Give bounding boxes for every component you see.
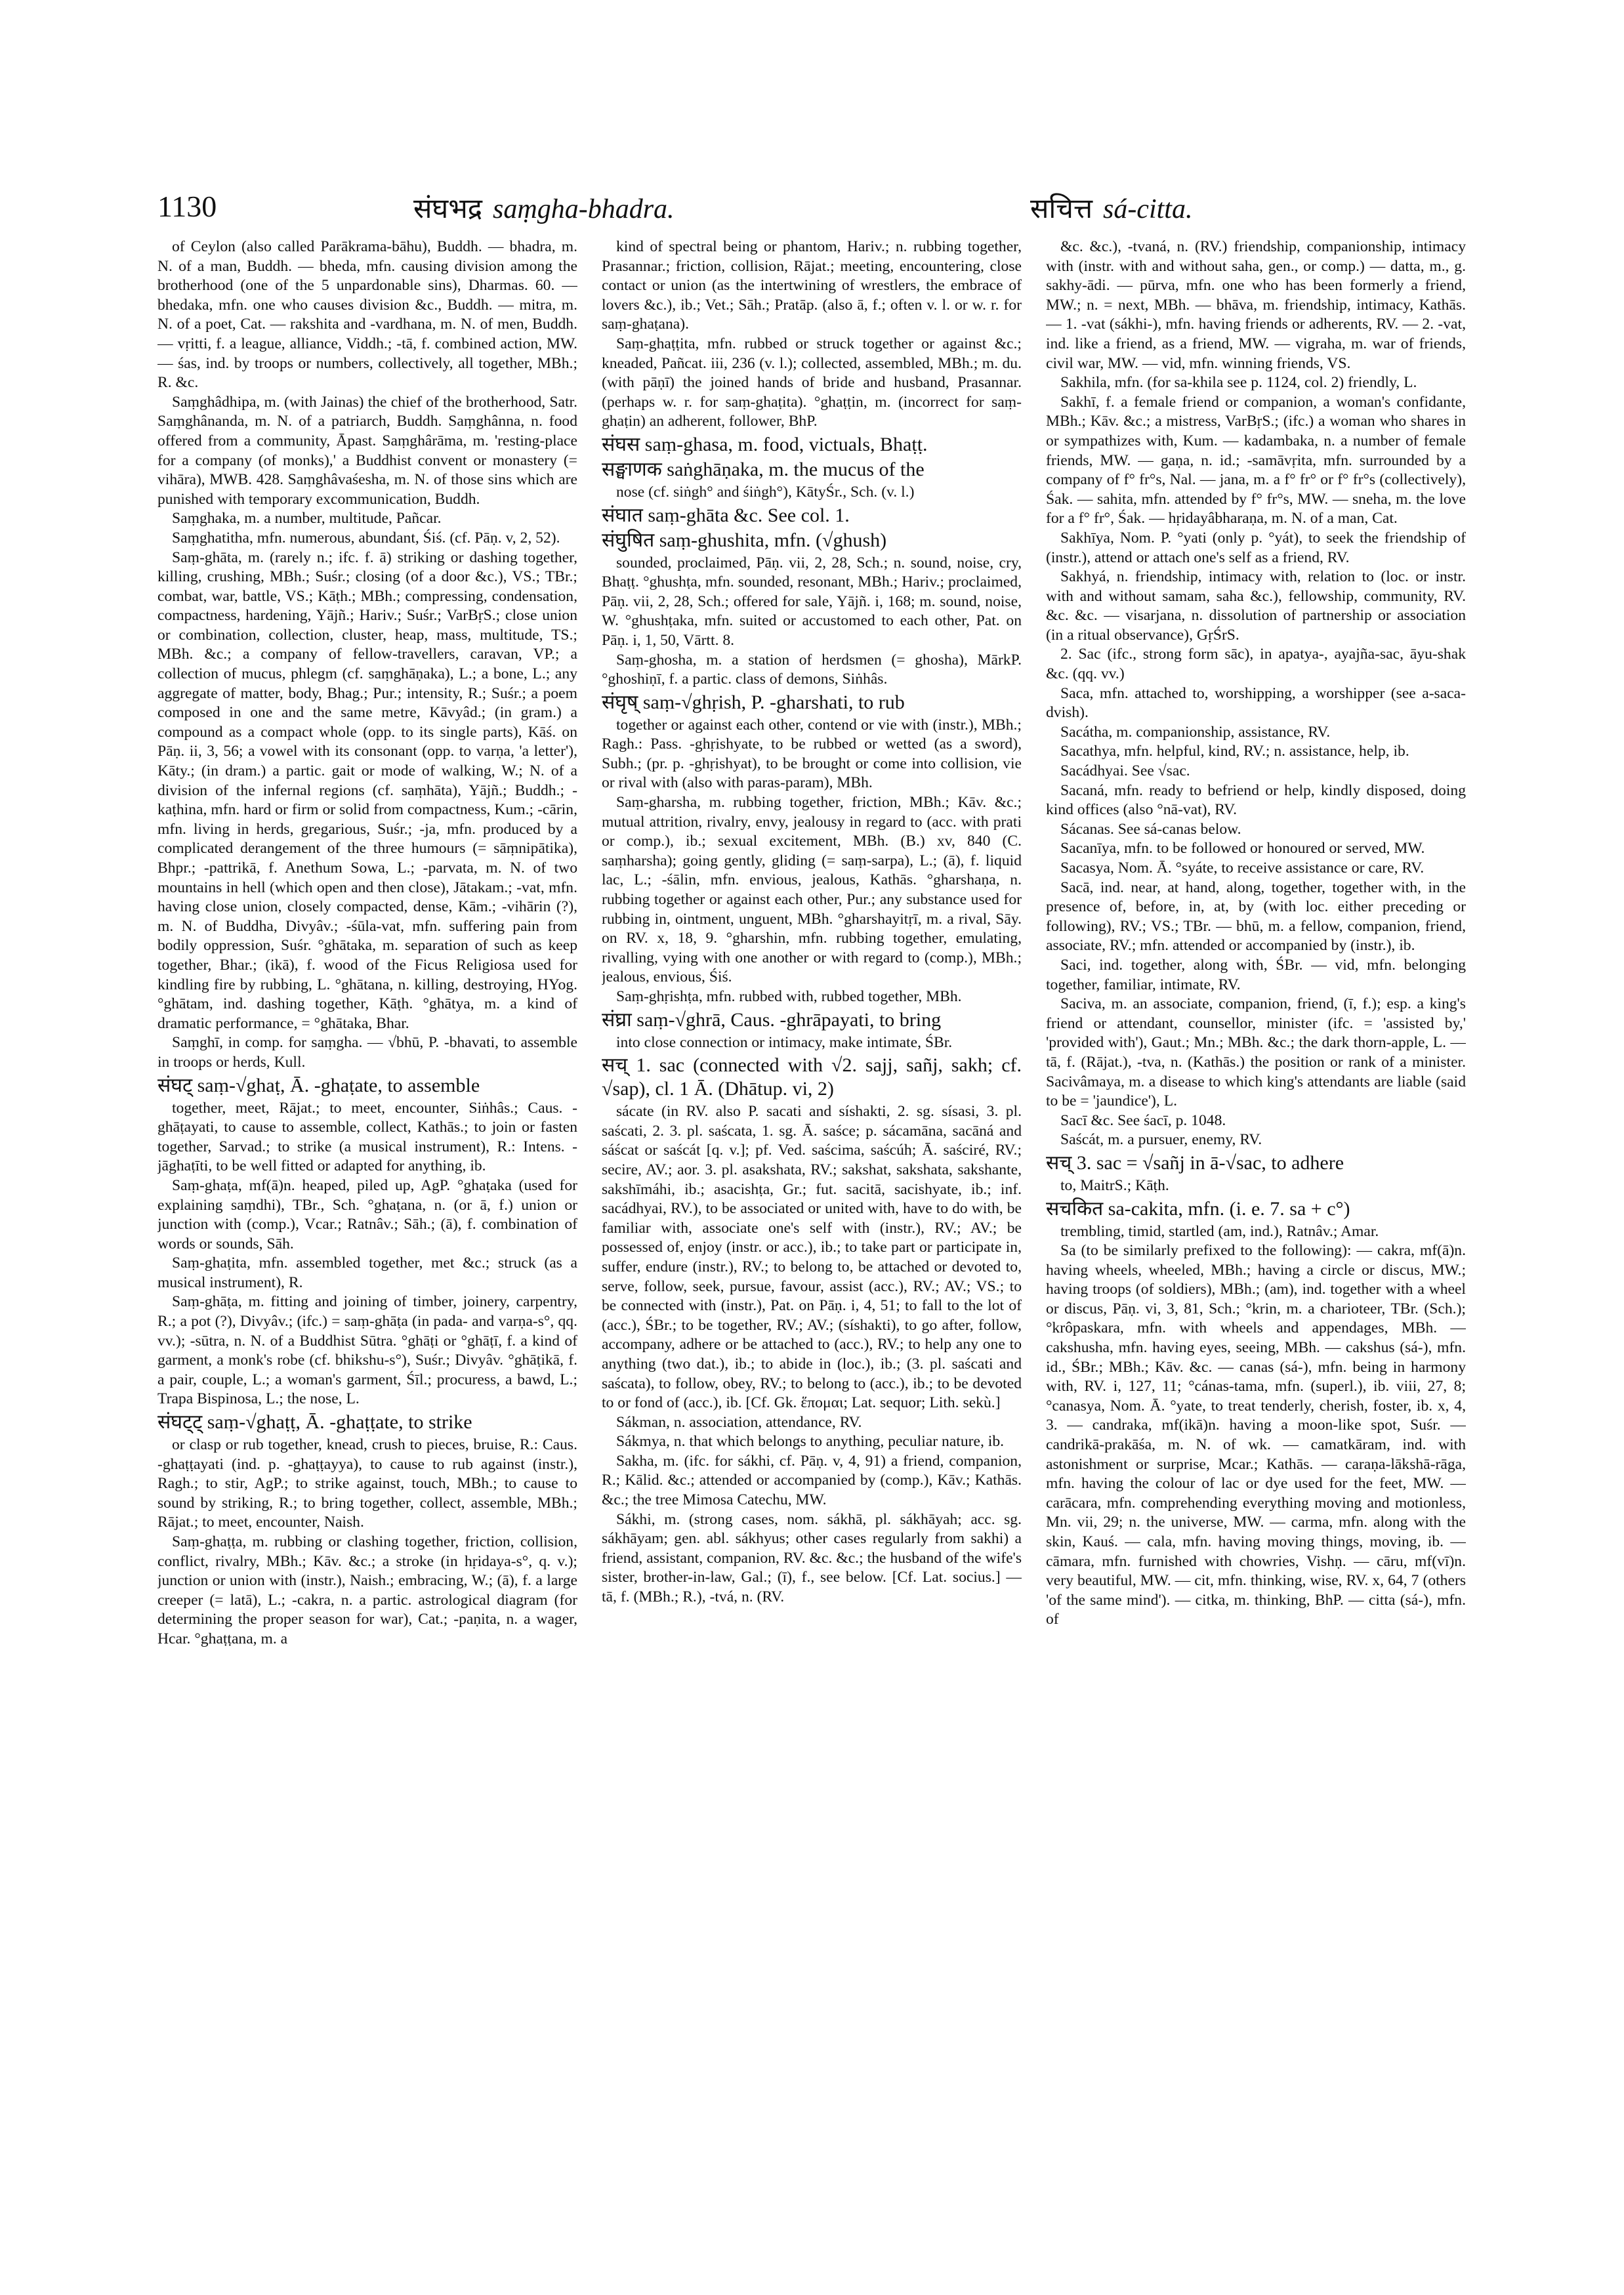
dictionary-entry: or clasp or rub together, knead, crush to pieces, bruise, R.: Caus. -ghaṭṭayati (ind. p. -ghaṭṭayya), to cause to rub against (instr.), Ragh.; to stir, AgP.; to strike against, touch, MBh.; to cause to sound by striking, R.; to bring together, collect, assemble, MBh.; Rājat.; to meet, encounter, Naish. [157,1436,577,1531]
dictionary-entry: Saṃghâdhipa, m. (with Jainas) the chief of the brotherhood, Satr. Saṃghânanda, m. N. of a patriarch, Buddh. Saṃghânna, n. food offered from a community, Āpast. Saṃghârāma, m. 'resting-place for a company (of monks),' a Buddhist convent or monastery (= vihāra), MWB. 428. Saṃghâvaśesha, m. N. of those sins which are punished with temporary excommunication, Buddh. [157,393,577,508]
dictionary-entry: Sacā, ind. near, at hand, along, together, together with, in the presence of, before, in, at, by (with loc. either preceding or following), RV.; VS.; TBr. — bhū, m. a fellow, companion, friend, associate, RV.; mfn. attended or accompanied by (instr.), ib. [1046,879,1466,955]
dictionary-entry: संघट् saṃ-√ghaṭ, Ā. -ghaṭate, to assemble [157,1074,480,1096]
dictionary-entry: सचकित sa-cakita, mfn. (i. e. 7. sa + c°) [1046,1197,1350,1220]
dictionary-entry: Saciva, m. an associate, companion, friend, (ī, f.); esp. a king's friend or attendant, counsellor, minister (ifc. = 'assisted by,' 'provided with'), Gaut.; Mn.; MBh. &c.; the dark thorn-apple, L. — tā, f. (Rājat.), -tva, n. (Kathās.) the position or rank of a minister. Sacivâmaya, m. a disease to which king's attendants are liable (said to be = 'jaundice'), L. [1046,995,1466,1110]
dictionary-entry: Saṃ-gharsha, m. rubbing together, friction, MBh.; Kāv. &c.; mutual attrition, rivalry, envy, jealousy in regard to (acc. with prati or comp.), ib.; sexual excitement, MBh. (B.) xv, 840 (C. saṃharsha); going gently, gliding (= saṃ-sarpa), L.; (ā), f. liquid lac, L.; -śālin, mfn. envious, jealous, Kathās. °gharshaṇa, n. rubbing together or against each other, Pur.; any substance used for rubbing in, ointment, unguent, MBh. °gharshayitṛī, m. a rival, Sāy. on RV. x, 18, 9. °gharshin, mfn. rubbing together, emulating, rivalling, vying with one another or with regard to (comp.), MBh.; jealous, envious, Śiś. [602,794,1022,986]
dictionary-entry: Sákhi, m. (strong cases, nom. sákhā, pl. sákhāyah; acc. sg. sákhāyam; gen. abl. sákhyus; other cases regularly from sakhi) a friend, assistant, companion, RV. &c. &c.; the husband of the wife's sister, brother-in-law, Gal.; (ī), f., see below. [Cf. Lat. socius.] — tā, f. (MBh.; R.), -tvá, n. (RV. [602,1510,1022,1606]
dictionary-entry: Saṃ-ghaṭita, mfn. assembled together, met &c.; struck (as a musical instrument), R. [157,1254,577,1291]
dictionary-entry: Sacátha, m. companionship, assistance, RV. [1060,723,1331,741]
dictionary-entry: Sakhī, f. a female friend or companion, a woman's confidante, MBh.; Kāv. &c.; a mistress, VarBṛS.; (ifc.) a woman who shares in or sympathizes with, Kum. — kadambaka, n. a number of female friends, MW. — gaṇa, n. id.; -samāvṛita, mfn. surrounded by a company of f° fr°s, Nal. — jana, m. a f° fr° or f° fr°s (collectively), Śak. — sahita, mfn. attended by f° fr°s, MW. — sneha, m. the love for a f° fr°, Śak. — hṛidayâbharaṇa, m. N. of a man, Cat. [1046,393,1466,527]
column-2 [602,238,1022,2245]
dictionary-entry: Sacathya, mfn. helpful, kind, RV.; n. assistance, help, ib. [1060,743,1409,760]
column-3 [1046,238,1466,2245]
page-header [157,189,1463,228]
right-running-headword [1030,189,1192,226]
dictionary-entry: Sakhyá, n. friendship, intimacy with, relation to (loc. or instr. with and without samam, saha &c.), fellowship, community, RV. &c. &c. — visarjana, n. dissolution of partnership or association (in a ritual observance), GṛŚrS. [1046,568,1466,644]
dictionary-entry: सच् 1. sac (connected with √2. sajj, sañj, sakh; cf. √sap), cl. 1 Ā. (Dhātup. vi, 2) [602,1054,1022,1100]
dictionary-entry: Sacasya, Nom. Ā. °syáte, to receive assistance or care, RV. [1060,859,1425,877]
dictionary-entry: संघृष् saṃ-√ghṛish, P. -gharshati, to rub [602,691,905,713]
dictionary-entry: Sákman, n. association, attendance, RV. [616,1413,862,1431]
dictionary-entry: Saṃ-ghāta, m. (rarely n.; ifc. f. ā) striking or dashing together, killing, crushing, MBh.; Suśr.; closing (of a door &c.), VS.; TBr.; combat, war, battle, VS.; Kāṭh.; MBh.; compressing, condensation, compactness, hardening, Yājñ.; Hariv.; Suśr.; VarBṛS.; close union or combination, collection, cluster, heap, mass, multitude, TS.; MBh. &c.; a company of fellow-travellers, caravan, VP.; a collection of mucus, phlegm (cf. saṃghāṇaka), L.; a bone, L.; any aggregate of matter, body, Bhag.; Pur.; intensity, R.; Suśr.; a poem composed in one and the same metre, Kāvyâd.; (in gram.) a compound as a compact whole (opp. to its single parts), Kāś. on Pāṇ. ii, 3, 56; a vowel with its consonant (opp. to varṇa, 'a letter'), Kāty.; (in dram.) a partic. gait or mode of walking, W.; N. of a division of the infernal regions (cf. saṃhāta), Yājñ.; Buddh.; -kaṭhina, mfn. hard or firm or solid from compactness, Kum.; -cārin, mfn. living in herds, gregarious, Suśr.; -ja, mfn. produced by a complicated derangement of the three humours (= sāṃnipātika), Bhpr.; -pattrikā, f. Anethum Sowa, L.; -parvata, m. N. of two mountains in hell (which open and then close), Jātakam.; -vat, mfn. having close union, closely compacted, dense, Kām.; -vihārin (?), m. N. of Buddha, Divyâv.; -śūla-vat, mfn. suffering pain from bodily oppression, Suśr. °ghātaka, m. separation of such as keep together, Bhar.; (ikā), f. wood of the Ficus Religiosa used for kindling fire by rubbing, L. °ghātana, n. killing, destroying, HYog. °ghātam, ind. dashing together, Kāṭh. °ghātya, m. a kind of dramatic performance, = °ghātaka, Bhar. [157,548,577,1032]
right-headword-devanagari: सचित्त [1030,194,1093,224]
dictionary-entry: sácate (in RV. also P. sacati and síshakti, 2. sg. sísasi, 3. pl. saścati, 2. 3. pl. saścata, 1. sg. Ā. saśce; p. sácamāna, sacāná and sáścat or saścát [q. v.]; pf. Ved. saścima, saścúh; Ā. saściré, RV.; secire, AV.; aor. 3. pl. asakshata, RV.; sakshat, sakshata, sakshante, sakshīmáhi, ib.; asacishṭa, Gr.; fut. sacitā, sacishyate, ib.; inf. sacádhyai, RV.), to be associated or united with, have to do with, be familiar with, associate one's self with (instr.), RV.; AV.; be possessed of, enjoy (instr. or acc.), ib.; to take part or participate in, suffer, endure (instr.), RV.; to belong to, be attached or devoted to, serve, follow, seek, pursue, favour, assist (acc.), RV.; AV.; VS.; to be connected with (instr.), Pat. on Pāṇ. i, 4, 51; to fall to the lot of (acc.), ŚBr.; to be together, RV.; AV.; (síshakti), to go after, follow, accompany, adhere or be attached to (acc.), RV.; to help any one to anything (two dat.), ib.; to abide in (loc.), ib.; (3. pl. saścati and saścata), to follow, obey, RV.; to belong to (acc.), ib.; to be devoted to or fond of (acc.), ib. [Cf. Gk. ἕπομαι; Lat. sequor; Lith. sekù.] [602,1103,1022,1412]
left-headword-roman: saṃgha-bhadra. [493,194,675,224]
dictionary-entry: to, MaitrS.; Kāṭh. [1060,1176,1169,1194]
dictionary-entry: together or against each other, contend or vie with (instr.), MBh.; Ragh.: Pass. -ghṛishyate, to be rubbed or wetted (as a sword), Subh.; (pr. p. -ghṛishyat), to be brought or come into collision, vie or rival with (also with paras-param), MBh. [602,716,1022,792]
column-1 [157,238,577,2245]
dictionary-entry: kind of spectral being or phantom, Hariv.; n. rubbing together, Prasannar.; friction, collision, Rājat.; meeting, encountering, close contact or union (as the intertwining of wrestlers, the embrace of lovers &c.), ib.; Vet.; Sāh.; Pratāp. (also ā, f.; often v. l. or w. r. for saṃ-ghaṭana). [602,238,1022,333]
dictionary-entry: Saṃ-ghosha, m. a station of herdsmen (= ghosha), MārkP. °ghoshiṇī, f. a partic. class of demons, Siṅhâs. [602,651,1022,688]
dictionary-entry: Saṃghaka, m. a number, multitude, Pañcar. [172,510,442,527]
dictionary-entry: of Ceylon (also called Parākrama-bāhu), Buddh. — bhadra, m. N. of a man, Buddh. — bheda, mfn. causing division among the brotherhood (one of the 5 unpardonable sins), Dharmas. 60. — bhedaka, mfn. one who causes division &c., Buddh. — mitra, m. N. of a poet, Cat. — rakshita and -vardhana, m. N. of men, Buddh. — vṛitti, f. a league, alliance, Viddh.; -tā, f. combined action, MW. — śas, ind. by troops or numbers, collectively, all together, MBh.; R. &c. [157,238,577,392]
dictionary-entry: &c. &c.), -tvaná, n. (RV.) friendship, companionship, intimacy with (instr. with and without saha, gen., or comp.) — datta, m., g. sakhy-ādi. — pūrva, mfn. one who has been formerly a friend, MW.; n. = next, MBh. — bhāva, m. friendship, intimacy, Kathās. — 1. -vat (sákhi-), mfn. having friends or adherents, RV. — 2. -vat, ind. like a friend, as a friend, MW. — vigraha, m. war of friends, civil war, MW. — vid, mfn. winning friends, VS. [1046,238,1466,372]
page-number: 1130 [157,190,217,223]
text-columns [157,238,1467,2245]
dictionary-entry: Saścát, m. a pursuer, enemy, RV. [1060,1131,1262,1149]
dictionary-entry: Saṃghatitha, mfn. numerous, abundant, Śiś. (cf. Pāṇ. v, 2, 52). [172,529,560,547]
dictionary-entry: सच् 3. sac = √sañj in ā-√sac, to adhere [1046,1151,1344,1174]
dictionary-entry: Sacaná, mfn. ready to befriend or help, kindly disposed, doing kind offices (also °nā-vat), RV. [1046,781,1466,819]
dictionary-entry: Saṃ-ghaṭṭita, mfn. rubbed or struck together or against &c.; kneaded, Pañcat. iii, 236 (v. l.); collected, assembled, MBh.; m. du. (with pāṇī) the joined hands of bride and husband, Prasannar. (perhaps w. r. for saṃ-ghaṭita). °ghaṭṭin, m. (incorrect for saṃ-ghaṭin) an adherent, follower, BhP. [602,335,1022,430]
dictionary-entry: Saṃghī, in comp. for saṃgha. — √bhū, P. -bhavati, to assemble in troops or herds, Kull. [157,1034,577,1071]
dictionary-entry: trembling, timid, startled (am, ind.), Ratnâv.; Amar. [1060,1222,1379,1240]
dictionary-entry: Sakhila, mfn. (for sa-khila see p. 1124, col. 2) friendly, L. [1060,374,1417,392]
dictionary-entry: Sacanīya, mfn. to be followed or honoured or served, MW. [1060,840,1425,858]
dictionary-entry: संघ्रा saṃ-√ghrā, Caus. -ghrāpayati, to bring [602,1008,942,1031]
dictionary-entry: Sakhīya, Nom. P. °yati (only p. °yát), to seek the friendship of (instr.), attend or attach one's self as a friend, RV. [1046,529,1466,566]
dictionary-entry: संघात saṃ-ghāta &c. See col. 1. [602,504,850,526]
dictionary-entry: Saca, mfn. attached to, worshipping, a worshipper (see a-saca-dvish). [1046,684,1466,722]
dictionary-entry: संघस saṃ-ghasa, m. food, victuals, Bhaṭṭ. [602,433,928,455]
dictionary-entry: nose (cf. siṅgh° and śiṅgh°), KātyŚr., Sch. (v. l.) [616,483,915,501]
dictionary-entry: Saṃ-ghṛishṭa, mfn. rubbed with, rubbed together, MBh. [616,988,962,1005]
left-headword-devanagari: संघभद्र [413,194,483,224]
dictionary-entry: Sakha, m. (ifc. for sákhi, cf. Pāṇ. v, 4, 91) a friend, companion, R.; Kālid. &c.; attended or accompanied by (comp.), Kāv.; Kathās. &c.; the tree Mimosa Catechu, MW. [602,1452,1022,1509]
right-headword-roman: sá-citta. [1102,194,1193,224]
dictionary-entry: Sacádhyai. See √sac. [1060,762,1190,780]
dictionary-entry: Saci, ind. together, along with, ŚBr. — vid, mfn. belonging together, familiar, intimate, RV. [1046,956,1466,993]
dictionary-entry: Sacī &c. See śacī, p. 1048. [1060,1111,1226,1129]
dictionary-entry: Saṃ-ghaṭa, mf(ā)n. heaped, piled up, AgP. °ghaṭaka (used for explaining saṃdhi), TBr., Sch. °ghaṭana, n. (or ā, f.) union or junction with (comp.), Vcar.; Ratnâv.; Sāh.; (ā), f. combination of words or sounds, Sāh. [157,1176,577,1252]
dictionary-entry: Saṃ-ghāṭa, m. fitting and joining of timber, joinery, carpentry, R.; a pot (?), Divyâv.; (ifc.) = saṃ-ghāṭa (in pada- and varṇa-s°, qq. vv.); -sūtra, n. N. of a Buddhist Sūtra. °ghāṭi or °ghāṭī, f. a kind of garment, a monk's robe (cf. bhikshu-s°), Suśr.; Divyâv. °ghāṭikā, f. a pair, couple, L.; a woman's garment, Śīl.; procuress, a bawd, L.; Trapa Bispinosa, L.; the nose, L. [157,1293,577,1408]
dictionary-entry: Sa (to be similarly prefixed to the following): — cakra, mf(ā)n. having wheels, wheeled, MBh.; having a circle or discus, MW.; having troops (of soldiers), MBh.; (am), ind. together with a wheel or discus, Pāṇ. vi, 3, 81, Sch.; °krin, m. a charioteer, TBr. (Sch.); °krôpaskara, mfn. with wheels and appendages, MBh. — cakshusha, mfn. having eyes, seeing, MBh. — cakshus (sá-), mfn. id., ŚBr.; MBh.; Kāv. &c. — canas (sá-), mfn. being in harmony with, RV. i, 127, 11; °cánas-tama, mfn. (superl.), ib. viii, 27, 8; °canasya, Nom. Ā. °yate, to treat tenderly, cherish, foster, ib. x, 4, 3. — candraka, mf(ikā)n. having a moon-like spot, Suśr. — candrikā-prakāśa, m. N. of wk. — camatkāram, ind. with astonishment or surprise, Mcar.; Kathās. — caraṇa-lākshā-rāga, mfn. having the colour of lac or dye used for the feet, MW. — carācara, mfn. comprehending everything moving and motionless, Mn. vii, 29; n. the universe, MW. — carma, mfn. along with the skin, Kauś. — cala, mfn. having moving things, moving, ib. — cāmara, mfn. furnished with chowries, Vishṇ. — cāru, mf(vī)n. very beautiful, MW. — cit, mfn. thinking, wise, RV. x, 64, 7 (others 'of the same mind'). — citka, m. thinking, BhP. — citta (sá-), mfn. of [1046,1242,1466,1628]
dictionary-entry: Saṃ-ghaṭṭa, m. rubbing or clashing together, friction, collision, conflict, rivalry, MBh.; Kāv. &c.; a stroke (in hṛidaya-s°, q. v.); junction or union with (instr.), Naish.; embracing, W.; (ā), f. a large creeper (= latā), L.; -cakra, n. a partic. astrological diagram (for determining the proper season for war), Cat.; -paṇita, n. a wager, Hcar. °ghaṭṭana, m. a [157,1533,577,1647]
dictionary-entry: संघुषित saṃ-ghushita, mfn. (√ghush) [602,529,887,551]
dictionary-entry: Sácanas. See sá-canas below. [1060,820,1241,838]
dictionary-entry: into close connection or intimacy, make intimate, ŚBr. [616,1033,953,1051]
dictionary-entry: संघट्ट् saṃ-√ghaṭṭ, Ā. -ghaṭṭate, to strike [157,1411,472,1434]
dictionary-entry: सङ्घाणक saṅghāṇaka, m. the mucus of the [602,458,925,480]
dictionary-entry: Sákmya, n. that which belongs to anything, peculiar nature, ib. [616,1433,1005,1451]
dictionary-entry: together, meet, Rājat.; to meet, encounter, Siṅhâs.; Caus. -ghāṭayati, to cause to assemble, collect, Kathās.; to join or fasten together, Sarvad.; to strike (a musical instrument), R.: Intens. -jāghaṭīti, to be well fitted or adapted for anything, ib. [157,1099,577,1175]
left-running-headword [413,189,675,226]
dictionary-entry: sounded, proclaimed, Pāṇ. vii, 2, 28, Sch.; n. sound, noise, cry, Bhaṭṭ. °ghushṭa, mfn. sounded, resonant, MBh.; Hariv.; proclaimed, Pāṇ. vii, 2, 28, Sch.; offered for sale, Yājñ. i, 168; m. sound, noise, W. °ghushṭaka, mfn. suited or accustomed to each other, Pat. on Pāṇ. i, 1, 50, Vārtt. 8. [602,554,1022,649]
dictionary-entry: 2. Sac (ifc., strong form sāc), in apatya-, ayajña-sac, āyu-shak &c. (qq. vv.) [1046,646,1466,683]
